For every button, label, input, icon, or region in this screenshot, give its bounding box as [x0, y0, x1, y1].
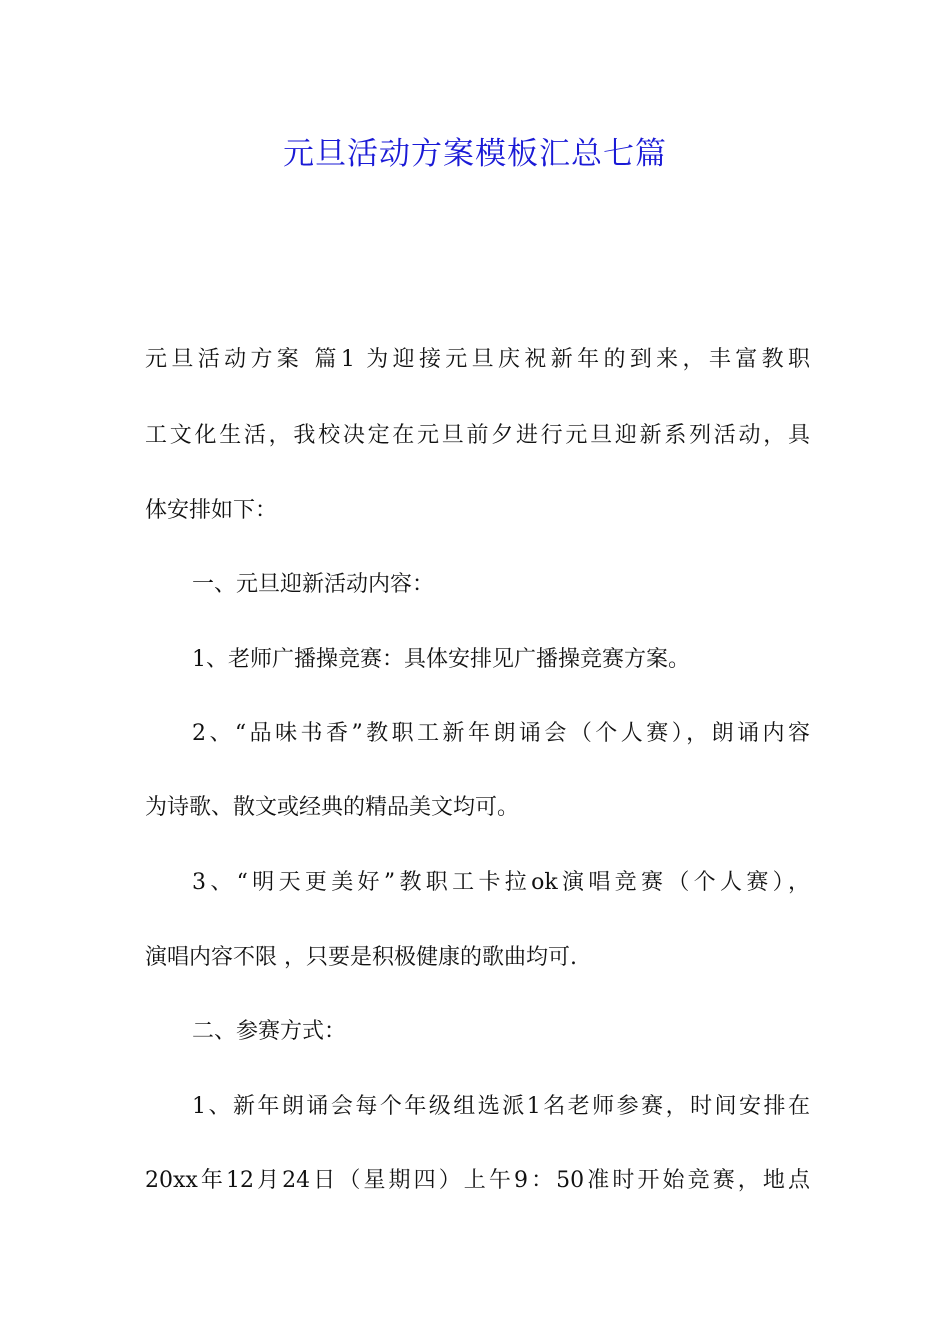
paragraph-line-11: 1、新年朗诵会每个年级组选派1名老师参赛，时间安排在: [192, 1094, 810, 1119]
section-heading-1: 一、元旦迎新活动内容：: [192, 572, 435, 597]
document-title: 元旦活动方案模板汇总七篇: [283, 136, 667, 172]
paragraph-line-5: 1、老师广播操竞赛：具体安排见广播操竞赛方案。: [192, 647, 690, 672]
section-heading-2: 二、参赛方式：: [192, 1019, 347, 1044]
paragraph-line-1: 元旦活动方案 篇1 为迎接元旦庆祝新年的到来，丰富教职: [145, 347, 810, 372]
paragraph-line-3: 体安排如下：: [145, 498, 278, 523]
paragraph-line-2: 工文化生活，我校决定在元旦前夕进行元旦迎新系列活动，具: [145, 423, 810, 448]
paragraph-line-12: 20xx年12月24日（星期四）上午9：50准时开始竞赛，地点: [145, 1168, 810, 1193]
paragraph-line-6: 2、“品味书香”教职工新年朗诵会（个人赛），朗诵内容: [192, 721, 810, 746]
paragraph-line-8: 3、“明天更美好”教职工卡拉ok演唱竞赛（个人赛），: [192, 870, 810, 895]
paragraph-line-9: 演唱内容不限 ，只要是积极健康的歌曲均可.: [145, 945, 577, 970]
paragraph-line-7: 为诗歌、散文或经典的精品美文均可。: [145, 795, 520, 820]
